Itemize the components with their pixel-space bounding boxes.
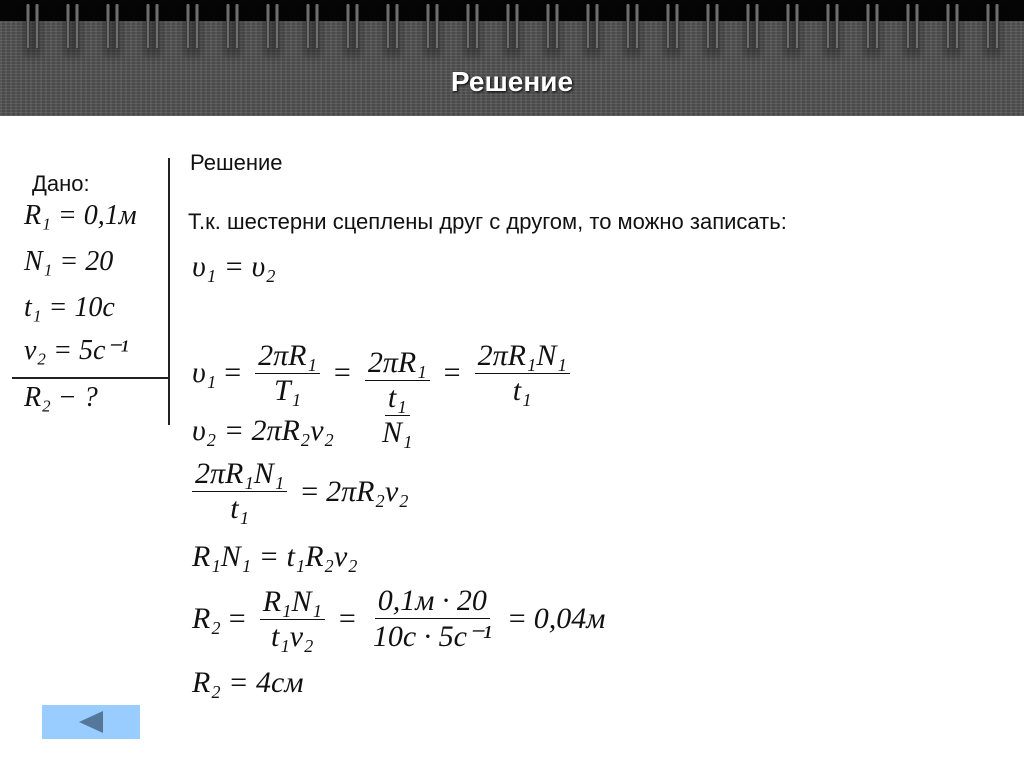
fraction <box>255 339 320 408</box>
denominator: t₁ν₂ <box>271 619 314 653</box>
denominator: t₁ <box>512 373 532 407</box>
binding-ring <box>146 4 150 48</box>
numerator: t₁ <box>385 381 410 416</box>
binding-ring <box>426 4 430 48</box>
eq4-rhs: 2πR₂ν₂ <box>326 474 409 508</box>
equation-3: υ₂ = 2πR₂ν₂ <box>192 414 334 447</box>
numerator: R₁N₁ <box>260 585 325 620</box>
binding-ring <box>755 4 759 48</box>
equation-4: $\frac{\text{2πR₁N₁}}{\text{t₁}}$ = 2πR₂ν₂ <box>186 457 409 526</box>
given-label: Дано: <box>32 171 90 196</box>
binding-ring <box>595 4 599 48</box>
binding-ring <box>795 4 799 48</box>
given-n1: N₁ = 20 <box>24 246 114 277</box>
denominator: T₁ <box>273 373 302 407</box>
binding-ring <box>506 4 510 48</box>
binding-ring <box>635 4 639 48</box>
binding-ring <box>546 4 550 48</box>
binding-ring <box>355 4 359 48</box>
numerator: 2πR₁ <box>365 346 430 381</box>
given-unknown: R₂ − ? <box>24 382 98 413</box>
equation-7: R₂ = 4см <box>192 666 304 699</box>
eq2-lhs: υ₁ <box>192 356 217 389</box>
binding-ring <box>586 4 590 48</box>
eq6-rhs: 0,04м <box>533 602 606 635</box>
binding-ring <box>915 4 919 48</box>
binding-ring <box>35 4 39 48</box>
divider-horizontal <box>12 377 168 379</box>
binding-ring <box>946 4 950 48</box>
binding-ring <box>835 4 839 48</box>
intro-text: Т.к. шестерни сцеплены друг с другом, то можно записать: <box>188 209 787 234</box>
spiral-binding <box>0 0 1024 21</box>
numerator: 2πR₁ <box>255 339 320 374</box>
nested-fraction <box>376 381 418 450</box>
binding-ring <box>466 4 470 48</box>
numerator: 2πR₁N₁ <box>475 339 570 374</box>
equation-6: R₂ = $\frac{\text{R₁N₁}}{\text{t₁ν₂}}$ = 0,1м · 20 10с · 5с⁻¹ = 0,04м <box>192 584 606 653</box>
binding-ring <box>275 4 279 48</box>
binding-ring <box>266 4 270 48</box>
binding-ring <box>746 4 750 48</box>
binding-ring <box>386 4 390 48</box>
equation-5: R₁N₁ = t₁R₂ν₂ <box>192 540 358 573</box>
binding-ring <box>826 4 830 48</box>
binding-ring <box>475 4 479 48</box>
denominator: 10с · 5с⁻¹ <box>372 620 492 653</box>
binding-ring <box>555 4 559 48</box>
binding-ring <box>106 4 110 48</box>
denominator: t₁ <box>230 492 249 525</box>
equation-1: υ₁ = υ₂ <box>192 250 276 283</box>
header-banner <box>0 0 1024 116</box>
solution-label: Решение <box>190 150 283 175</box>
binding-ring <box>235 4 239 48</box>
binding-ring <box>226 4 230 48</box>
given-nu2: ν₂ = 5с⁻¹ <box>24 335 129 366</box>
given-t1: t₁ = 10с <box>24 292 115 323</box>
eq6-lhs: R₂ <box>192 602 221 635</box>
denominator: N₁ <box>382 416 413 449</box>
binding-ring <box>115 4 119 48</box>
equation-2: υ₁ = $\frac{\text{2πR₁}}{\text{T₁}}$ = $\frac{\text{2πR₁}}{\frac{\text{t₁}}{\text{N₁}}}$ = $\frac{\text{2πR₁N₁}}{\text{t₁}}$ <box>192 296 576 450</box>
given-r1: R₁ = 0,1м <box>24 200 137 231</box>
numerator: 2πR₁N₁ <box>192 457 287 492</box>
binding-ring <box>26 4 30 48</box>
binding-ring <box>906 4 910 48</box>
fraction <box>260 585 325 654</box>
binding-ring <box>666 4 670 48</box>
binding-ring <box>186 4 190 48</box>
binding-ring <box>995 4 999 48</box>
binding-ring <box>706 4 710 48</box>
binding-ring <box>435 4 439 48</box>
triangle-left-icon <box>79 711 103 733</box>
divider-vertical <box>168 158 170 425</box>
fraction <box>475 339 570 408</box>
binding-ring <box>675 4 679 48</box>
binding-ring <box>66 4 70 48</box>
fraction <box>370 584 495 654</box>
binding-ring <box>715 4 719 48</box>
binding-ring <box>155 4 159 48</box>
binding-ring <box>875 4 879 48</box>
back-button[interactable] <box>42 705 140 739</box>
binding-ring <box>395 4 399 48</box>
binding-ring <box>346 4 350 48</box>
binding-ring <box>75 4 79 48</box>
binding-ring <box>315 4 319 48</box>
binding-ring <box>955 4 959 48</box>
binding-ring <box>986 4 990 48</box>
binding-ring <box>626 4 630 48</box>
binding-ring <box>866 4 870 48</box>
numerator: 0,1м · 20 <box>375 584 490 619</box>
binding-ring <box>515 4 519 48</box>
binding-ring <box>786 4 790 48</box>
fraction <box>192 457 287 526</box>
binding-ring <box>306 4 310 48</box>
fraction <box>365 346 430 450</box>
slide-title: Решение <box>450 66 574 97</box>
binding-ring <box>195 4 199 48</box>
